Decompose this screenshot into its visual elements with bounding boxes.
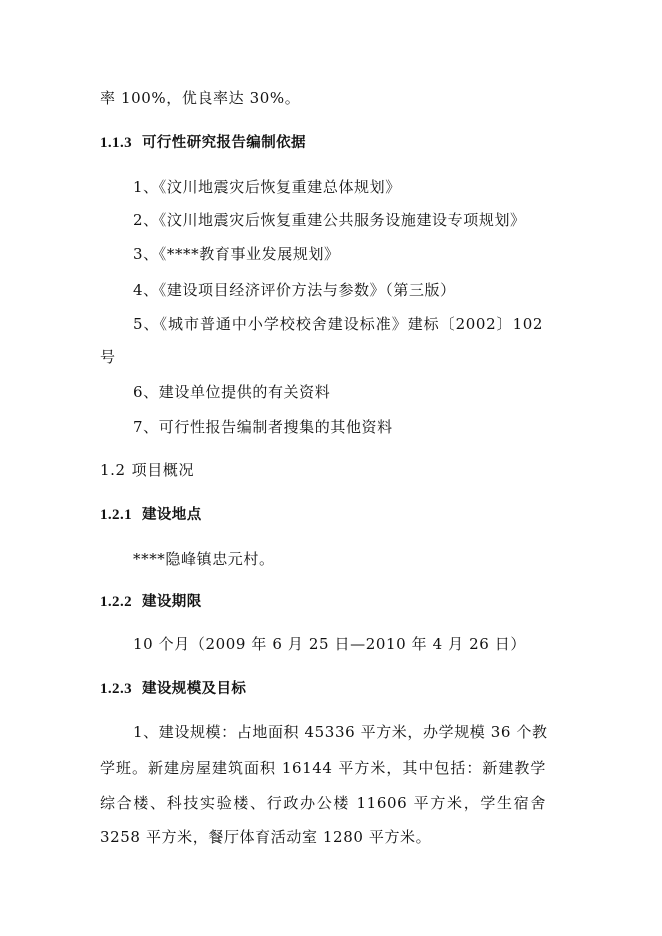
section-heading-1-2-3 bbox=[100, 679, 246, 699]
list-item: 3、《****教育事业发展规划》 bbox=[133, 245, 340, 263]
section-number: 1.2.2 bbox=[100, 594, 132, 610]
list-item: 1、《汶川地震灾后恢复重建总体规划》 bbox=[133, 178, 401, 196]
paragraph-line: ****隐峰镇忠元村。 bbox=[133, 550, 275, 568]
section-heading-1-2-2 bbox=[100, 592, 202, 612]
section-number: 1.2 bbox=[100, 461, 126, 479]
section-title: 可行性研究报告编制依据 bbox=[142, 135, 306, 151]
section-title: 项目概况 bbox=[131, 461, 195, 479]
section-title: 建设期限 bbox=[142, 594, 202, 610]
list-item: 6、建设单位提供的有关资料 bbox=[133, 383, 331, 401]
section-heading-1-2 bbox=[100, 460, 194, 480]
list-item: 4、《建设项目经济评价方法与参数》（第三版） bbox=[133, 281, 456, 299]
section-number: 1.2.3 bbox=[100, 681, 132, 697]
paragraph-line: 综合楼、科技实验楼、行政办公楼 11606 平方米，学生宿舍 bbox=[100, 794, 546, 812]
list-item: 7、可行性报告编制者搜集的其他资料 bbox=[133, 418, 393, 436]
section-title: 建设地点 bbox=[142, 507, 202, 523]
section-number: 1.1.3 bbox=[100, 135, 132, 151]
paragraph-line: 10 个月（2009 年 6 月 25 日—2010 年 4 月 26 日） bbox=[133, 635, 526, 653]
section-title: 建设规模及目标 bbox=[142, 681, 247, 697]
list-item: 5、《城市普通中小学校校舍建设标准》建标〔2002〕102 bbox=[133, 315, 543, 333]
list-item-continuation: 号 bbox=[100, 348, 116, 366]
paragraph-line: 1、建设规模：占地面积 45336 平方米，办学规模 36 个教 bbox=[133, 723, 548, 741]
section-heading-1-1-3 bbox=[100, 133, 306, 153]
section-heading-1-2-1 bbox=[100, 505, 202, 525]
paragraph-line: 学班。新建房屋建筑面积 16144 平方米，其中包括：新建教学 bbox=[100, 759, 546, 777]
section-number: 1.2.1 bbox=[100, 507, 132, 523]
paragraph-line: 率 100%，优良率达 30%。 bbox=[100, 89, 301, 107]
list-item: 2、《汶川地震灾后恢复重建公共服务设施建设专项规划》 bbox=[133, 211, 526, 229]
paragraph-line: 3258 平方米，餐厅体育活动室 1280 平方米。 bbox=[100, 828, 432, 846]
